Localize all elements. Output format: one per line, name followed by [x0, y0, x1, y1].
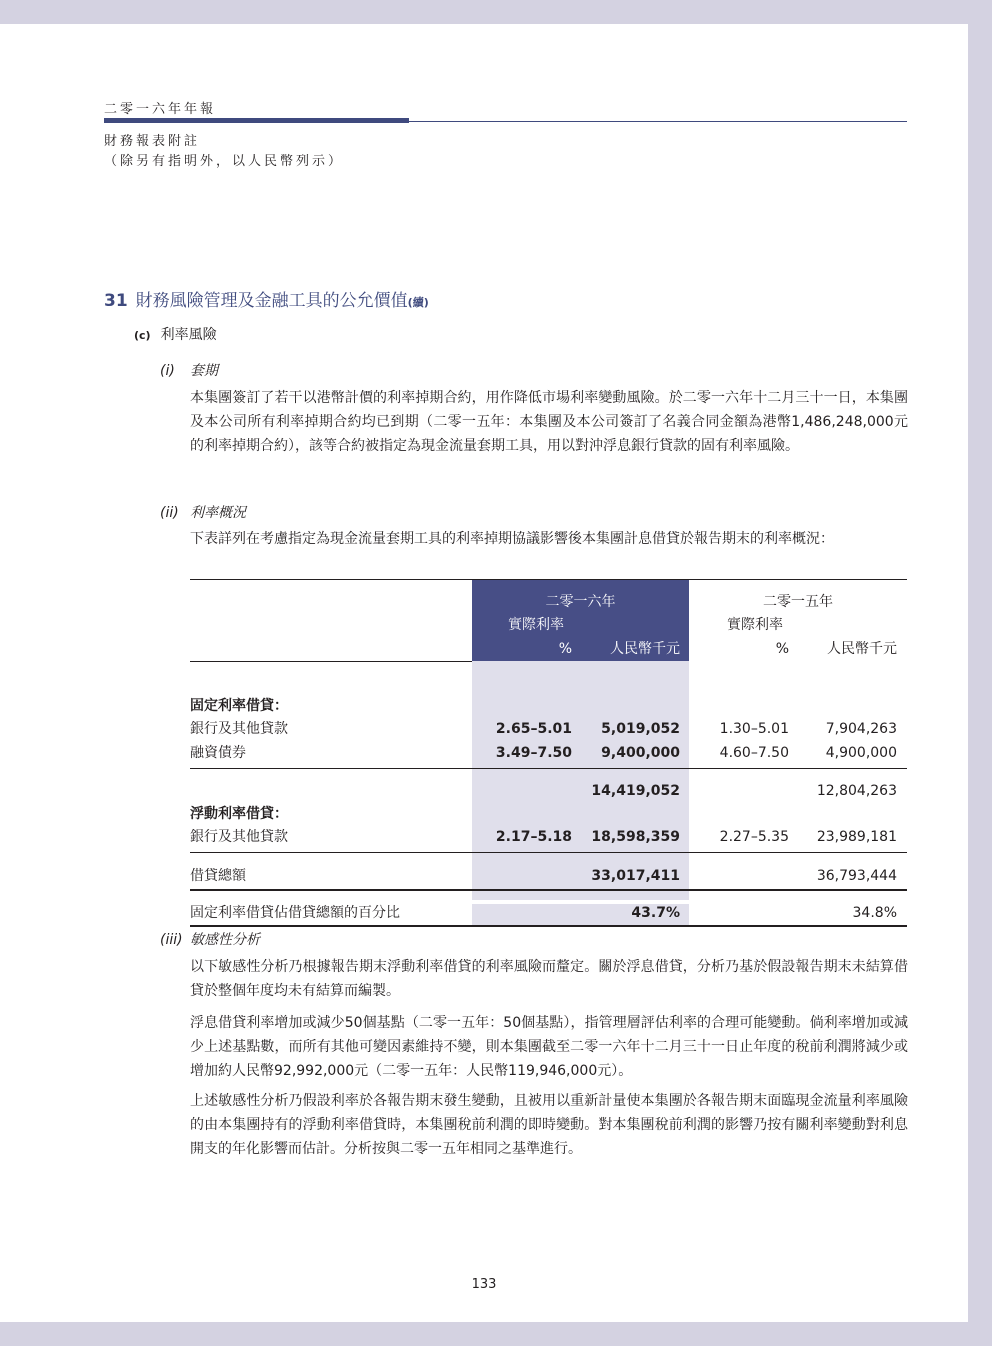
section-title-text: 財務風險管理及金融工具的公允價值	[135, 291, 408, 311]
row-label: 銀行及其他貸款	[190, 829, 288, 845]
header-bar	[104, 118, 409, 123]
percentage-label: 固定利率借貸佔借貸總額的百分比	[190, 905, 400, 921]
item-title: 利率概況	[190, 505, 246, 521]
cell-amount-2016: 5,019,052	[601, 721, 680, 737]
section-title	[104, 286, 429, 311]
total-label: 借貸總額	[190, 868, 246, 884]
continued-mark: (續)	[407, 296, 429, 309]
total-bottom-rule	[190, 889, 907, 891]
subtotal-rule	[190, 768, 907, 769]
rate-profile-paragraph: 下表詳列在考慮指定為現金流量套期工具的利率掉期協議影響後本集團計息借貸於報告期末的利率概況：	[190, 531, 834, 547]
sensitivity-paragraph-3: 上述敏感性分析乃假設利率於各報告期末發生變動，且被用以重新計量使本集團於各報告期末面臨現金流量利率風險的由本集團持有的浮動利率借貸時，本集團稅前利潤的即時變動。對本集團稅前利潤的影響乃按有關利率變動對利息開支的年化影響而估計。分析按與二零一五年相同之基準進行。	[190, 1093, 908, 1157]
cell-rate-2016: 2.17–5.18	[495, 829, 572, 845]
year-2016-header: 二零一六年	[545, 594, 616, 610]
amount-header-2015: 人民幣千元	[827, 641, 897, 657]
cell-rate-2016: 3.49–7.50	[495, 745, 572, 761]
subsection-title: 利率風險	[160, 327, 217, 343]
cell-rate-2015: 2.27–5.35	[719, 829, 789, 845]
sensitivity-paragraph-2: 浮息借貸利率增加或減少50個基點（二零一五年：50個基點），指管理層評估利率的合理可能變動。倘利率增加或減少上述基點數，而所有其他可變因素維持不變，則本集團截至二零一六年十二月三十一日止年度的稅前利潤將減少或增加約人民幣92,992,000元（二零一五年：人民幣119,946,000元）。	[190, 1015, 908, 1079]
fixed-subtotal-2016: 14,419,052	[591, 783, 680, 799]
cell-rate-2015: 4.60–7.50	[719, 745, 789, 761]
report-title: 二零一六年年報	[104, 102, 217, 117]
rate-header-2016: 實際利率	[508, 617, 564, 633]
page-number: 133	[471, 1277, 497, 1292]
header-rule	[409, 121, 907, 122]
cell-amount-2015: 23,989,181	[816, 829, 897, 845]
total-2015: 36,793,444	[816, 868, 897, 884]
page	[0, 24, 968, 1322]
floating-rate-heading: 浮動利率借貸：	[190, 806, 288, 822]
cell-amount-2015: 4,900,000	[825, 745, 897, 761]
item-label: (iii)	[160, 932, 183, 948]
item-heading-sensitivity	[160, 929, 260, 949]
hedging-paragraph: 本集團簽訂了若干以港幣計價的利率掉期合約，用作降低市場利率變動風險。於二零一六年十二月三十一日，本集團及本公司所有利率掉期合約均已到期（二零一五年：本集團及本公司簽訂了名義合同金額為港幣1,486,248,000元的利率掉期合約），該等合約被指定為現金流量套期工具，用以對沖浮息銀行貸款的固有利率風險。	[190, 390, 908, 454]
section-header: 財務報表附註	[104, 134, 201, 149]
section-number: 31	[104, 291, 128, 311]
total-2016: 33,017,411	[591, 868, 680, 884]
currency-note: （除另有指明外，以人民幣列示）	[104, 154, 345, 169]
item-label: (i)	[160, 363, 175, 379]
shaded-column-2016	[472, 661, 689, 900]
fixed-rate-heading: 固定利率借貸：	[190, 698, 288, 714]
cell-amount-2015: 7,904,263	[825, 721, 897, 737]
item-title: 套期	[190, 363, 218, 379]
item-heading-rate-profile	[160, 502, 246, 522]
item-label: (ii)	[160, 505, 179, 521]
row-label: 銀行及其他貸款	[190, 721, 288, 737]
cell-amount-2016: 9,400,000	[601, 745, 680, 761]
subsection-heading	[134, 324, 217, 344]
pct-header-2016: %	[558, 641, 572, 657]
table-bottom-rule	[190, 925, 907, 927]
percentage-2015: 34.8%	[852, 905, 897, 921]
item-heading-hedging	[160, 360, 218, 380]
pct-header-2015: %	[775, 641, 789, 657]
year-2015-header: 二零一五年	[763, 594, 833, 610]
cell-rate-2016: 2.65–5.01	[495, 721, 572, 737]
item-title: 敏感性分析	[190, 932, 260, 948]
row-label: 融資債券	[190, 745, 246, 761]
amount-header-2016: 人民幣千元	[610, 641, 680, 657]
percentage-2016: 43.7%	[631, 905, 680, 921]
table-top-rule	[190, 579, 907, 580]
total-top-rule	[190, 852, 907, 853]
subsection-label: (c)	[134, 329, 151, 342]
cell-amount-2016: 18,598,359	[591, 829, 680, 845]
fixed-subtotal-2015: 12,804,263	[816, 783, 897, 799]
cell-rate-2015: 1.30–5.01	[719, 721, 789, 737]
header-left-rule	[190, 661, 472, 662]
sensitivity-paragraph-1: 以下敏感性分析乃根據報告期末浮動利率借貸的利率風險而釐定。關於浮息借貸，分析乃基於假設報告期末未結算借貸於整個年度均未有結算而編製。	[190, 959, 908, 999]
rate-header-2015: 實際利率	[727, 617, 783, 633]
